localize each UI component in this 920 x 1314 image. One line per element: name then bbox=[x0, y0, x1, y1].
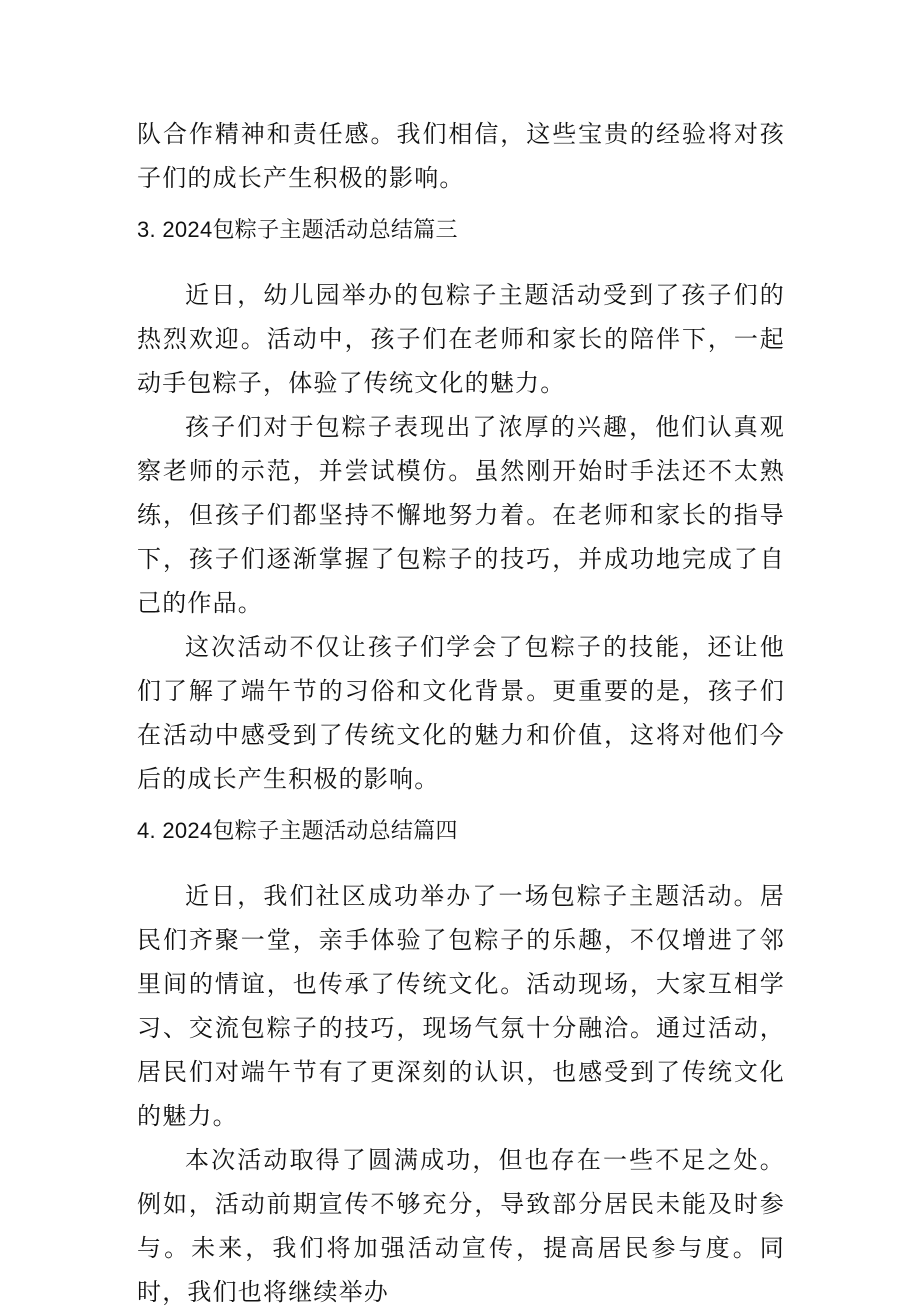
section-3-paragraph-2: 孩子们对于包粽子表现出了浓厚的兴趣，他们认真观察老师的示范，并尝试模仿。虽然刚开始时手法还不太熟练，但孩子们都坚持不懈地努力着。在老师和家长的指导下，孩子们逐渐掌握了包粽子的技巧，并成功地完成了自己的作品。 bbox=[137, 413, 785, 617]
document-body bbox=[137, 112, 785, 1314]
section-3-paragraph-3: 这次活动不仅让孩子们学会了包粽子的技能，还让他们了解了端午节的习俗和文化背景。更重要的是，孩子们在活动中感受到了传统文化的魅力和价值，这将对他们今后的成长产生积极的影响。 bbox=[137, 633, 785, 793]
section-heading-4: 4. 2024包粽子主题活动总结篇四 bbox=[137, 818, 458, 843]
section-heading-3: 3. 2024包粽子主题活动总结篇三 bbox=[137, 217, 458, 242]
section-3-paragraph-1: 近日，幼儿园举办的包粽子主题活动受到了孩子们的热烈欢迎。活动中，孩子们在老师和家长的陪伴下，一起动手包粽子，体验了传统文化的魅力。 bbox=[137, 281, 785, 397]
section-4-paragraph-1: 近日，我们社区成功举办了一场包粽子主题活动。居民们齐聚一堂，亲手体验了包粽子的乐趣，不仅增进了邻里间的情谊，也传承了传统文化。活动现场，大家互相学习、交流包粽子的技巧，现场气氛十分融洽。通过活动，居民们对端午节有了更深刻的认识，也感受到了传统文化的魅力。 bbox=[137, 882, 785, 1130]
section-4-paragraph-2: 本次活动取得了圆满成功，但也存在一些不足之处。例如，活动前期宣传不够充分，导致部分居民未能及时参与。未来，我们将加强活动宣传，提高居民参与度。同时，我们也将继续举办 bbox=[137, 1146, 785, 1306]
continued-paragraph: 队合作精神和责任感。我们相信，这些宝贵的经验将对孩子们的成长产生积极的影响。 bbox=[137, 120, 785, 192]
